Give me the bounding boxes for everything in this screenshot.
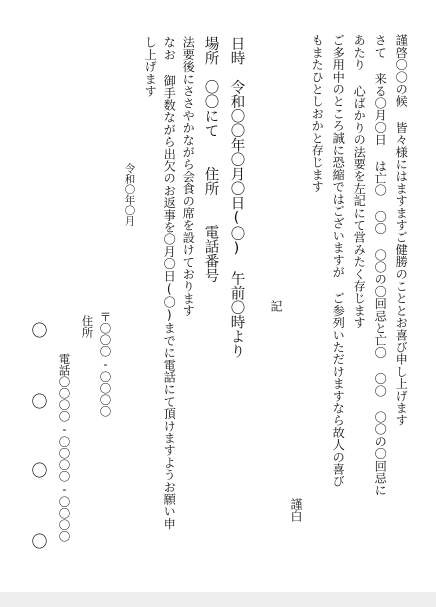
- sender-name-3: 〇: [29, 462, 48, 478]
- body-line-3: あたり 心ばかりの法要を左記にて営みたく存じます: [352, 34, 367, 329]
- event-place: 場所 〇〇にて 住所 電話番号: [202, 36, 219, 283]
- sender-address-label: 住所: [80, 315, 95, 338]
- letter-date: 令和〇年〇月: [123, 163, 136, 226]
- body-line-1: 謹啓〇〇の候 皆々様にはますますご健勝のこととお喜び申し上げます: [394, 34, 409, 427]
- closing-kinpaku: 謹白: [289, 498, 303, 522]
- sender-postal-code: 〒〇〇〇-〇〇〇〇: [98, 311, 113, 417]
- event-datetime: 日時 令和〇〇年〇月〇日(〇) 午前〇時より: [228, 36, 245, 358]
- note-line-3: し上げます: [143, 36, 158, 97]
- ki-heading: 記: [269, 300, 283, 312]
- body-line-5: もまたひとしおかと存じます: [310, 34, 325, 193]
- body-line-4: ご多用中のところ誠に恐縮ではございますが ご参列いただけますなら故人の喜び: [331, 34, 346, 488]
- sender-name-2: 〇: [29, 393, 48, 409]
- note-line-1: 法要後にささやかながら会食の席を設けております: [181, 36, 196, 317]
- sender-name-1: 〇: [29, 322, 48, 338]
- sender-phone: 電話〇〇〇〇-〇〇〇〇-〇〇〇〇: [57, 353, 72, 542]
- sender-name-4: 〇: [29, 533, 48, 549]
- body-line-2: さて 来る〇月〇日 は亡〇 〇〇 〇〇の〇回忌と亡〇 〇〇 〇〇の〇回忌に: [373, 34, 388, 497]
- note-line-2: なお 御手数ながら出欠のお返事を〇月〇日(〇)までに電話にて頂けますようお願い申: [162, 36, 177, 530]
